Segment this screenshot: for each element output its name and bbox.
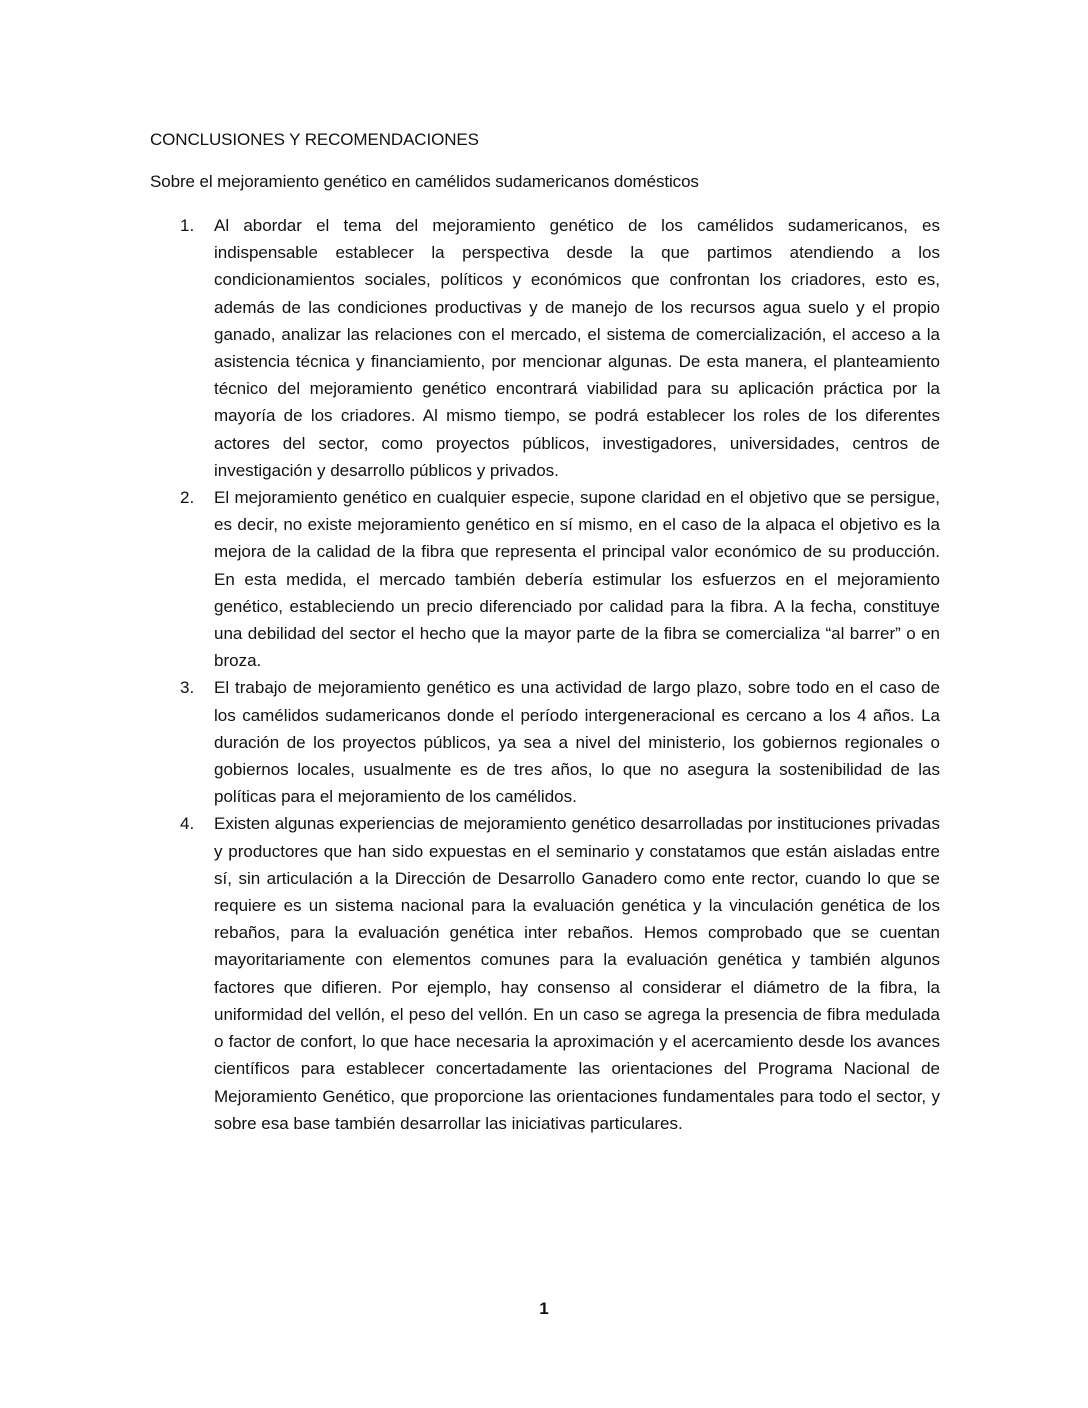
conclusions-list xyxy=(150,212,940,1137)
section-subheading: Sobre el mejoramiento genético en camélidos sudamericanos domésticos xyxy=(150,172,699,191)
list-item-text: El trabajo de mejoramiento genético es una actividad de largo plazo, sobre todo en el caso de los camélidos sudamericanos donde el período intergeneracional es cercano a los 4 años. La duración de los proyectos públicos, ya sea a nivel del ministerio, los gobiernos regionales o gobiernos locales, usualmente es de tres años, lo que no asegura la sostenibilidad de las políticas para el mejoramiento de los camélidos. xyxy=(214,678,940,807)
list-item-number: 1. xyxy=(180,216,195,235)
list-item xyxy=(150,212,940,484)
list-item-number: 4. xyxy=(180,814,195,834)
list-item-text: Al abordar el tema del mejoramiento genético de los camélidos sudamericanos, es indispensable establecer la perspectiva desde la que partimos atendiendo a los condicionamientos sociales, políticos y económicos que confrontan los criadores, esto es, además de las condiciones productivas y de manejo de los recursos agua suelo y el propio ganado, analizar las relaciones con el mercado, el sistema de comercialización, el acceso a la asistencia técnica y financiamiento, por mencionar algunas. De esta manera, el planteamiento técnico del mejoramiento genético encontrará viabilidad para su aplicación práctica por la mayoría de los criadores. Al mismo tiempo, se podrá establecer los roles de los diferentes actores del sector, como proyectos públicos, investigadores, universidades, centros de investigación y desarrollo públicos y privados. xyxy=(214,216,940,480)
list-item-text: Existen algunas experiencias de mejoramiento genético desarrolladas por instituciones privadas y productores que han sido expuestas en el seminario y constatamos que están aisladas entre sí, sin articulación a la Dirección de Desarrollo Ganadero como ente rector, cuando lo que se requiere es un sistema nacional para la evaluación genética y la vinculación genética de los rebaños, para la evaluación genética inter rebaños. Hemos comprobado que se cuentan mayoritariamente con elementos comunes para la evaluación genética y también algunos factores que difieren. Por ejemplo, hay consenso al considerar el diámetro de la fibra, la uniformidad del vellón, el peso del vellón. En un caso se agrega la presencia de fibra medulada o factor de confort, lo que hace necesaria la aproximación y el acercamiento desde los avances científicos para establecer concertadamente las orientaciones del Programa Nacional de Mejoramiento Genético, que proporcione las orientaciones fundamentales para todo el sector, y sobre esa base también desarrollar las iniciativas particulares. xyxy=(214,814,940,1133)
list-item xyxy=(150,674,940,810)
list-item-number: 2. xyxy=(180,488,195,508)
list-item xyxy=(150,810,940,1136)
list-item-number: 3. xyxy=(180,678,195,698)
list-item xyxy=(150,484,940,674)
page-number: 1 xyxy=(539,1299,549,1318)
list-item-text: El mejoramiento genético en cualquier especie, supone claridad en el objetivo que se persigue, es decir, no existe mejoramiento genético en sí mismo, en el caso de la alpaca el objetivo es la mejora de la calidad de la fibra que representa el principal valor económico de su producción. En esta medida, el mercado también debería estimular los esfuerzos en el mejoramiento genético, estableciendo un precio diferenciado por calidad para la fibra. A la fecha, constituye una debilidad del sector el hecho que la mayor parte de la fibra se comercializa “al barrer” o en broza. xyxy=(214,488,940,671)
section-heading: CONCLUSIONES Y RECOMENDACIONES xyxy=(150,130,479,149)
